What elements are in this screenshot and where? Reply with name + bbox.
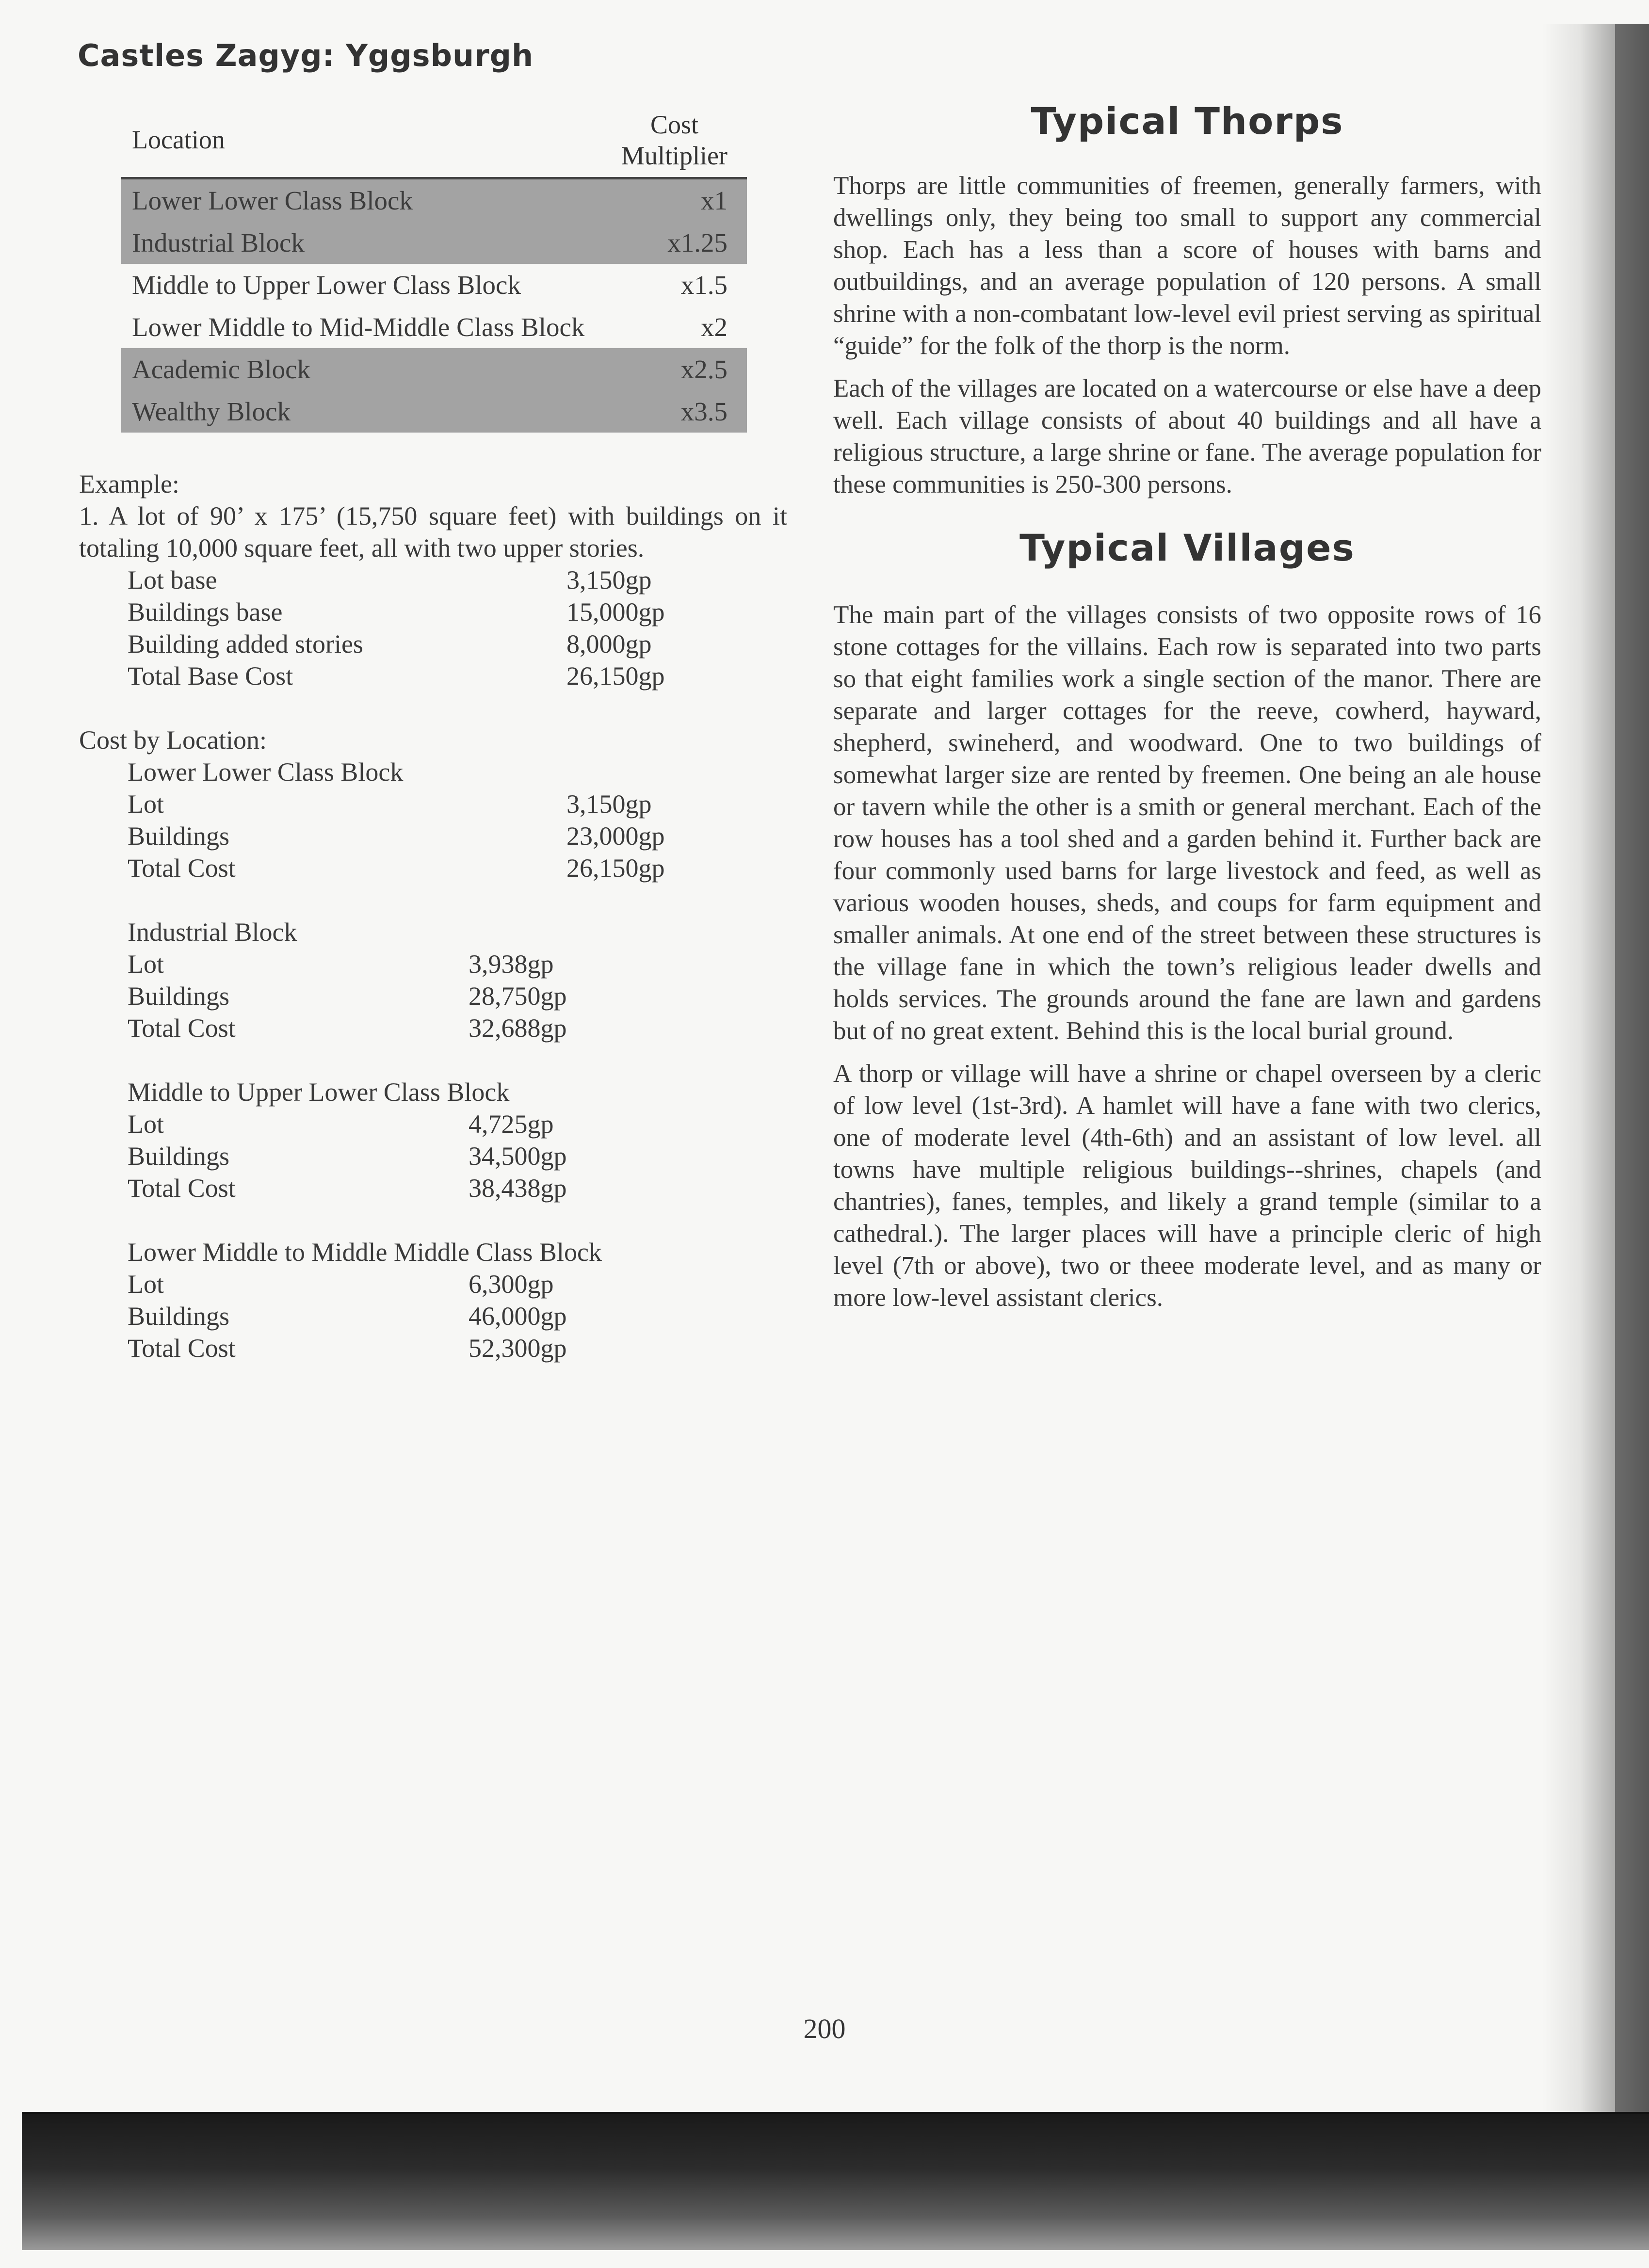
cost-line: Buildings 34,500gp: [128, 1142, 567, 1171]
table-row: [121, 348, 747, 390]
example-section: [79, 468, 787, 1364]
paragraph: Each of the villages are located on a watercourse or else have a deep well. Each village consists of about 40 buildings and all have a religious structure, a large shrine or fane. The average population for these communities is 250-300 persons.: [833, 374, 1541, 499]
block-title: Lower Middle to Middle Middle Class Block: [128, 1238, 602, 1267]
cost-by-location-label: Cost by Location:: [79, 725, 267, 755]
cost-line: Lot 4,725gp: [128, 1110, 554, 1139]
row-multiplier: x2: [701, 312, 728, 342]
row-location: Lower Middle to Mid-Middle Class Block: [132, 312, 585, 342]
block-title: Middle to Upper Lower Class Block: [128, 1078, 510, 1107]
row-multiplier: x1.25: [667, 228, 728, 257]
example-text: 1. A lot of 90’ x 175’ (15,750 square feet) with buildings on it totaling 10,000 square feet, all with two upper stories.: [79, 501, 787, 563]
table-header: [121, 99, 747, 179]
paragraph: A thorp or village will have a shrine or chapel overseen by a cleric of low level (1st-3rd). A hamlet will have a fane with two clerics, one of moderate level (4th-6th) and an assistant of low level. all towns have multiple religious buildings--shrines, chapels (and chantries), fanes, temples, and likely a grand temple (similar to a cathedral.). The larger places will have a principle cleric of high level (7th or above), two or theee moderate level, and as many or more low-level assistant clerics.: [833, 1060, 1541, 1312]
table-row: [121, 222, 747, 264]
row-multiplier: x1: [701, 186, 728, 215]
villages-section: [833, 599, 1541, 1314]
table-row: [121, 306, 747, 348]
cost-line: Buildings base 15,000gp: [128, 597, 665, 627]
book-spine-edge: [1615, 24, 1649, 2153]
row-location: Middle to Upper Lower Class Block: [132, 270, 521, 300]
paragraph: Thorps are little communities of freemen, generally farmers, with dwellings only, they being too small to support any commercial shop. Each has a less than a score of houses with barns and outbuildings, and an average population of 120 persons. A small shrine with a non-combatant low-level evil priest serving as spiritual “guide” for the folk of the thorp is the norm.: [833, 172, 1541, 360]
cost-line: Total Cost 26,150gp: [128, 853, 665, 883]
row-location: Industrial Block: [132, 228, 305, 257]
cost-line: Total Cost 32,688gp: [128, 1013, 567, 1043]
table-row: [121, 390, 747, 433]
block-title: Lower Lower Class Block: [128, 757, 404, 787]
heading-typical-villages: Typical Villages: [1019, 526, 1355, 569]
row-multiplier: x3.5: [680, 397, 728, 426]
heading-typical-thorps: Typical Thorps: [1031, 99, 1344, 143]
row-multiplier: x2.5: [680, 354, 728, 384]
row-multiplier: x1.5: [680, 270, 728, 300]
page-number: 200: [803, 2013, 846, 2044]
row-location: Academic Block: [132, 354, 311, 384]
table-row: [121, 264, 747, 306]
thorps-section: [833, 170, 1541, 500]
column-header-location: Location: [132, 125, 225, 154]
row-location: Wealthy Block: [132, 397, 291, 426]
cost-line: Total Base Cost 26,150gp: [128, 661, 665, 691]
cost-line: Buildings 23,000gp: [128, 821, 665, 851]
scan-bottom-band: [22, 2114, 1649, 2250]
cost-multiplier-table: [121, 99, 747, 433]
cost-line: Lot 3,150gp: [128, 789, 652, 819]
running-head: Castles Zagyg: Yggsburgh: [78, 38, 534, 73]
cost-line: Total Cost 52,300gp: [128, 1334, 567, 1363]
table-row: [121, 179, 747, 222]
block-title: Industrial Block: [128, 917, 297, 947]
cost-line: Building added stories 8,000gp: [128, 629, 652, 659]
row-location: Lower Lower Class Block: [132, 186, 413, 215]
column-header-cost-multiplier: Cost Multiplier: [621, 110, 728, 170]
cost-line: Buildings 46,000gp: [128, 1302, 567, 1331]
example-label: Example:: [79, 469, 179, 499]
paragraph: The main part of the villages consists of two opposite rows of 16 stone cottages for the villains. Each row is separated into two parts so that eight families work a single section of the manor. There are separate and larger cottages for the reeve, cowherd, hayward, shepherd, swineherd, and woodward. One to two buildings of somewhat larger size are rented by freemen. One being an ale house or tavern while the other is a smith or general merchant. Each of the row houses has a tool shed and a garden behind it. Further back are four commonly used barns for large livestock and feed, as well as various wooden houses, sheds, and coups for farm equipment and smaller animals. At one end of the street between these structures is the village fane in which the town’s religious leader dwells and holds services. The grounds around the fane are lawn and gardens but of no great extent. Behind this is the local burial ground.: [833, 601, 1541, 1045]
cost-line: Buildings 28,750gp: [128, 981, 567, 1011]
cost-line: Lot 3,938gp: [128, 949, 554, 979]
cost-line: Lot base 3,150gp: [128, 565, 652, 595]
cost-line: Lot 6,300gp: [128, 1270, 554, 1299]
cost-line: Total Cost 38,438gp: [128, 1174, 567, 1203]
